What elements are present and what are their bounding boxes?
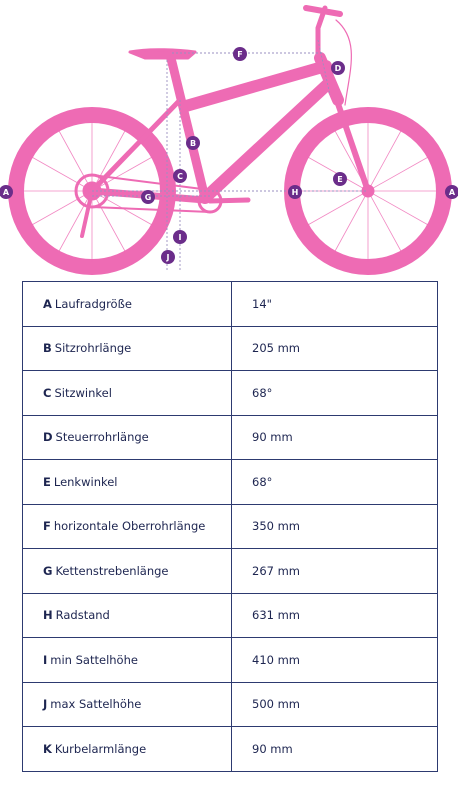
handlebar [306,8,340,14]
stem [318,8,325,58]
spec-row-j [23,682,438,727]
spec-row-d [23,415,438,460]
marker-letter: H [291,188,299,197]
marker-letter: G [144,193,152,202]
marker-i [173,230,187,244]
dimension-markers [0,47,458,264]
spec-label-cell [23,460,232,505]
spec-letter: J [43,697,48,712]
spec-value: 350 mm [232,504,438,549]
spec-letter: A [43,296,52,311]
spec-row-b [23,326,438,371]
spec-value: 68° [232,371,438,416]
spec-label: Lenkwinkel [53,474,118,489]
spec-label: Sitzrohrlänge [54,341,132,356]
spec-label: Kettenstrebenlänge [55,563,169,578]
bike-illustration [16,8,444,267]
spec-label: min Sattelhöhe [50,652,138,667]
marker-letter: F [237,50,243,59]
spec-letter: H [43,608,53,623]
marker-letter: I [178,233,182,242]
bike-geometry-diagram [0,0,458,275]
spec-row-g [23,549,438,594]
spec-label-cell [23,326,232,371]
spec-label: max Sattelhöhe [50,697,142,712]
spec-row-i [23,638,438,683]
spec-label: Radstand [55,608,110,623]
marker-letter: D [334,64,342,73]
marker-j [161,250,175,264]
spec-letter: E [43,474,51,489]
marker-letter: E [337,175,343,184]
spec-label-cell [23,593,232,638]
marker-d [331,61,345,75]
spec-row-a [23,282,438,327]
marker-b [186,136,200,150]
spec-label-cell [23,282,232,327]
spec-value: 267 mm [232,549,438,594]
spec-value: 68° [232,460,438,505]
spec-label-cell [23,727,232,772]
spec-letter: K [43,741,52,756]
saddle [130,50,195,58]
spec-label: Kurbelarmlänge [54,741,147,756]
spec-row-f [23,504,438,549]
spec-value: 90 mm [232,415,438,460]
crank-arm [210,200,248,201]
spec-row-k [23,727,438,772]
marker-letter: A [448,188,456,197]
spec-label: Steuerrohrlänge [55,430,149,445]
marker-h [288,185,302,199]
spec-value: 90 mm [232,727,438,772]
spec-label: Laufradgröße [54,296,132,311]
spec-letter: G [43,563,53,578]
spec-letter: C [43,385,52,400]
marker-letter: J [166,253,170,262]
spec-label-cell [23,504,232,549]
marker-c [173,169,187,183]
spec-label-cell [23,371,232,416]
spec-letter: B [43,341,52,356]
spec-label-cell [23,549,232,594]
spec-value: 500 mm [232,682,438,727]
spec-row-e [23,460,438,505]
spec-letter: F [43,519,51,534]
spec-value: 631 mm [232,593,438,638]
marker-g [141,190,155,204]
geometry-spec-table [22,281,438,772]
spec-letter: I [43,652,48,667]
spec-letter: D [43,430,53,445]
spec-label-cell [23,682,232,727]
marker-letter: A [2,188,10,197]
spec-value: 205 mm [232,326,438,371]
marker-e [333,172,347,186]
spec-row-c [23,371,438,416]
spec-value: 14" [232,282,438,327]
marker-letter: C [177,172,183,181]
spec-value: 410 mm [232,638,438,683]
marker-letter: B [189,139,197,148]
spec-label-cell [23,415,232,460]
spec-label-cell [23,638,232,683]
spec-label: Sitzwinkel [54,385,112,400]
marker-f [233,47,247,61]
spec-label: horizontale Oberrohrlänge [53,519,206,534]
spec-row-h [23,593,438,638]
